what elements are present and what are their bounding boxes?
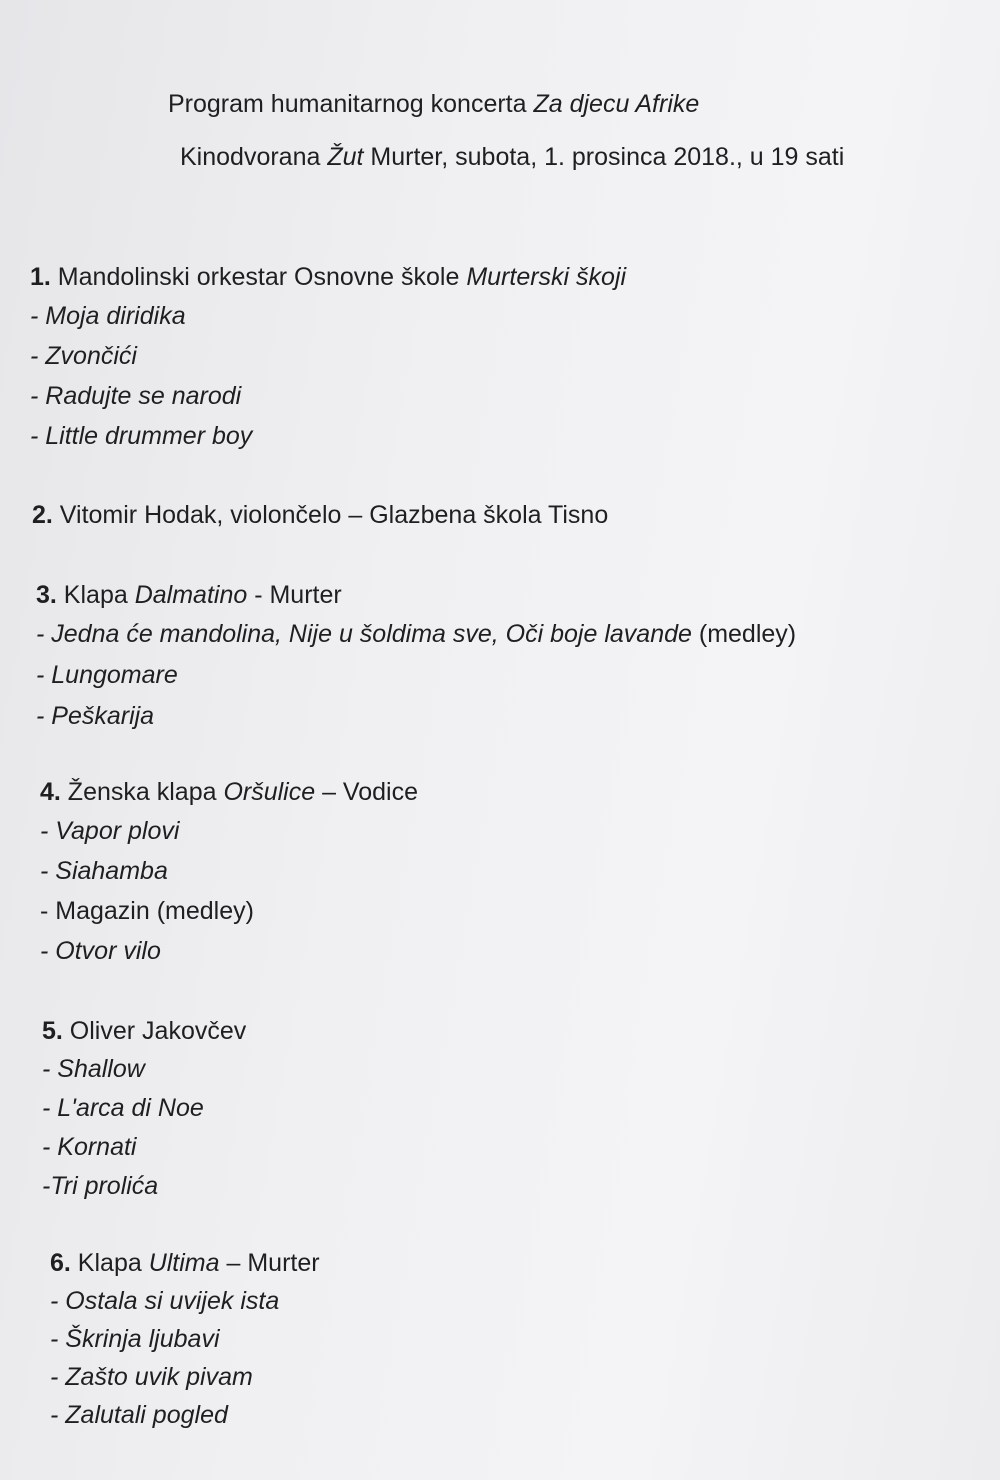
song-item: - Moja diridika	[30, 302, 186, 330]
concert-name: Za djecu Afrike	[533, 90, 700, 118]
performer-name: Vitomir Hodak, violončelo – Glazbena škola Tisno	[52, 501, 609, 529]
venue-prefix: Kinodvorana	[180, 143, 328, 171]
song-item: - L'arca di Noe	[42, 1094, 204, 1122]
venue-date-time: Murter, subota, 1. prosinca 2018., u 19 sati	[363, 143, 845, 171]
section-title	[50, 1244, 320, 1282]
section-title	[30, 258, 626, 296]
song-note: (medley)	[691, 620, 797, 648]
performer-name: Klapa	[70, 1249, 149, 1277]
song-title-plain: - Magazin (medley)	[40, 897, 254, 925]
section-title	[42, 1012, 246, 1050]
section-number: 6.	[50, 1249, 71, 1277]
performer-italic: Oršulice	[223, 778, 316, 806]
section-number: 4.	[40, 778, 61, 806]
song-item: - Peškarija	[36, 702, 155, 730]
song-item: - Siahamba	[40, 857, 168, 885]
program-section-1	[30, 258, 626, 456]
section-number: 1.	[30, 263, 51, 291]
song-item: -Tri prolića	[42, 1172, 159, 1200]
song-item: - Radujte se narodi	[30, 382, 242, 410]
song-titles: - Jedna će mandolina, Nije u šoldima sve, Oči boje lavande	[36, 620, 692, 648]
song-item: - Vapor plovi	[40, 817, 180, 845]
program-section-5	[42, 1012, 246, 1206]
section-number: 3.	[36, 581, 57, 609]
concert-title	[168, 90, 699, 119]
song-item: - Kornati	[42, 1133, 137, 1161]
performer-italic: Ultima	[148, 1249, 220, 1277]
performer-name: Mandolinski orkestar Osnovne škole	[50, 263, 467, 291]
program-section-6	[50, 1244, 320, 1434]
song-item: - Škrinja ljubavi	[50, 1325, 220, 1353]
performer-italic: Murterski škoji	[466, 263, 627, 291]
performer-suffix: – Vodice	[315, 778, 418, 806]
performer-suffix: - Murter	[247, 581, 342, 609]
song-item: - Shallow	[42, 1055, 145, 1083]
concert-venue-date	[180, 143, 844, 172]
song-item: - Ostala si uvijek ista	[50, 1287, 280, 1315]
section-title	[40, 773, 418, 811]
song-item: - Zašto uvik pivam	[50, 1363, 253, 1391]
program-section-3	[36, 576, 796, 737]
song-item: - Little drummer boy	[30, 422, 253, 450]
section-title	[32, 496, 608, 534]
section-number: 5.	[42, 1017, 63, 1045]
performer-italic: Dalmatino	[134, 581, 248, 609]
performer-suffix: – Murter	[219, 1249, 320, 1277]
concert-title-text: Program humanitarnog koncerta	[168, 90, 534, 118]
section-number: 2.	[32, 501, 53, 529]
song-item	[40, 891, 418, 931]
song-item: - Zvončići	[30, 342, 137, 370]
song-item: - Otvor vilo	[40, 937, 161, 965]
performer-name: Ženska klapa	[60, 778, 224, 806]
program-section-2	[32, 496, 608, 534]
program-section-4	[40, 773, 418, 971]
song-item: - Zalutali pogled	[50, 1401, 228, 1429]
performer-name: Klapa	[56, 581, 135, 609]
song-item	[36, 614, 796, 655]
performer-name: Oliver Jakovčev	[62, 1017, 247, 1045]
section-title	[36, 576, 796, 614]
song-item: - Lungomare	[36, 661, 178, 689]
venue-italic: Žut	[327, 143, 364, 171]
